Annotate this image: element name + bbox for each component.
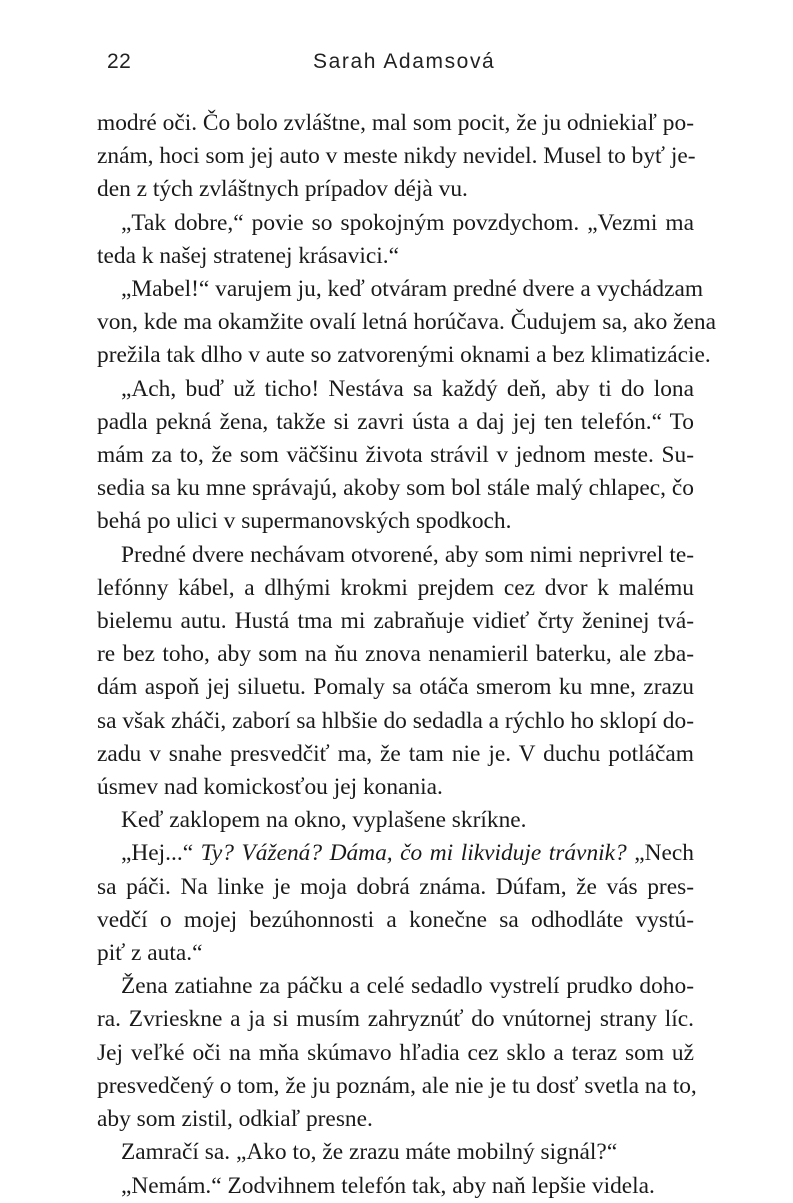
text-line: sa páči. Na linke je moja dobrá známa. Dúfam, že vás pres- — [97, 873, 694, 900]
text-line: den z tých zvláštnych prípadov déjà vu. — [97, 176, 468, 203]
text-line: modré oči. Čo bolo zvláštne, mal som pocit, že ju odniekiaľ po- — [97, 110, 694, 136]
text-line: re bez toho, aby som na ňu znova nenamieril baterku, ale zba- — [97, 641, 694, 668]
text-line: „Tak dobre,“ povie so spokojným povzdychom. „Vezmi ma — [121, 209, 694, 236]
text-line: dám aspoň jej siluetu. Pomaly sa otáča smerom ku mne, zrazu — [97, 674, 694, 701]
text-line-mixed — [97, 837, 694, 870]
text-line: Keď zaklopem na okno, vyplašene skríkne. — [121, 807, 527, 834]
text-line: presvedčený o tom, že ju poznám, ale nie je tu dosť svetla na to, — [97, 1072, 697, 1099]
text-line: prežila tak dlho v aute so zatvorenými oknami a bez klimatizácie. — [97, 342, 711, 369]
text-line: teda k našej stratenej krásavici.“ — [97, 242, 399, 269]
text-line: znám, hoci som jej auto v meste nikdy nevidel. Musel to byť je- — [97, 143, 696, 170]
text-line: Predné dvere nechávam otvorené, aby som nimi neprivrel te- — [121, 541, 694, 568]
text-line: zadu v snahe presvedčiť ma, že tam nie je. V duchu potláčam — [97, 740, 694, 767]
text-line: „Nemám.“ Zodvihnem telefón tak, aby naň lepšie videla. — [121, 1172, 655, 1199]
running-head-author: Sarah Adamsová — [313, 50, 496, 73]
text-line: padla pekná žena, takže si zavri ústa a daj jej ten telefón.“ To — [97, 408, 694, 435]
dialogue-fragment: „Nech — [626, 840, 694, 867]
dialogue-fragment: „Hej...“ — [121, 840, 201, 867]
italic-thought: Ty? Vážená? Dáma, čo mi likviduje trávnik? — [200, 840, 627, 867]
text-line: bielemu autu. Hustá tma mi zabraňuje vidieť črty ženinej tvá- — [97, 608, 694, 635]
text-line: behá po ulici v supermanovských spodkoch. — [97, 508, 512, 535]
text-line: vedčí o mojej bezúhonnosti a konečne sa odhodláte vystú- — [97, 906, 694, 933]
text-line: von, kde ma okamžite ovalí letná horúčava. Čudujem sa, ako žena — [97, 309, 716, 336]
text-line: sedia sa ku mne správajú, akoby som bol stále malý chlapec, čo — [97, 475, 694, 502]
text-line: aby som zistil, odkiaľ presne. — [97, 1106, 373, 1133]
text-line: sa však zháči, zaborí sa hlbšie do sedadla a rýchlo ho sklopí do- — [97, 707, 694, 734]
page-header — [97, 44, 697, 78]
text-line: Žena zatiahne za páčku a celé sedadlo vystrelí prudko doho- — [121, 973, 694, 1000]
text-line: lefónny kábel, a dlhými krokmi prejdem cez dvor k malému — [97, 574, 694, 601]
text-line: ra. Zvrieskne a ja si musím zahryznúť do vnútornej strany líc. — [97, 1006, 694, 1033]
body-text — [97, 107, 716, 1203]
text-line: Jej veľké oči na mňa skúmavo hľadia cez sklo a teraz som už — [97, 1039, 694, 1066]
text-line: Zamračí sa. „Ako to, že zrazu máte mobilný signál?“ — [121, 1139, 618, 1166]
page-number: 22 — [107, 50, 132, 73]
text-line: „Ach, buď už ticho! Nestáva sa každý deň, aby ti do lona — [121, 375, 694, 402]
text-line: úsmev nad komickosťou jej konania. — [97, 774, 443, 801]
text-line: mám za to, že som väčšinu života strávil v jednom meste. Su- — [97, 442, 694, 469]
text-line: piť z auta.“ — [97, 940, 203, 967]
text-line: „Mabel!“ varujem ju, keď otváram predné dvere a vychádzam — [121, 276, 704, 303]
